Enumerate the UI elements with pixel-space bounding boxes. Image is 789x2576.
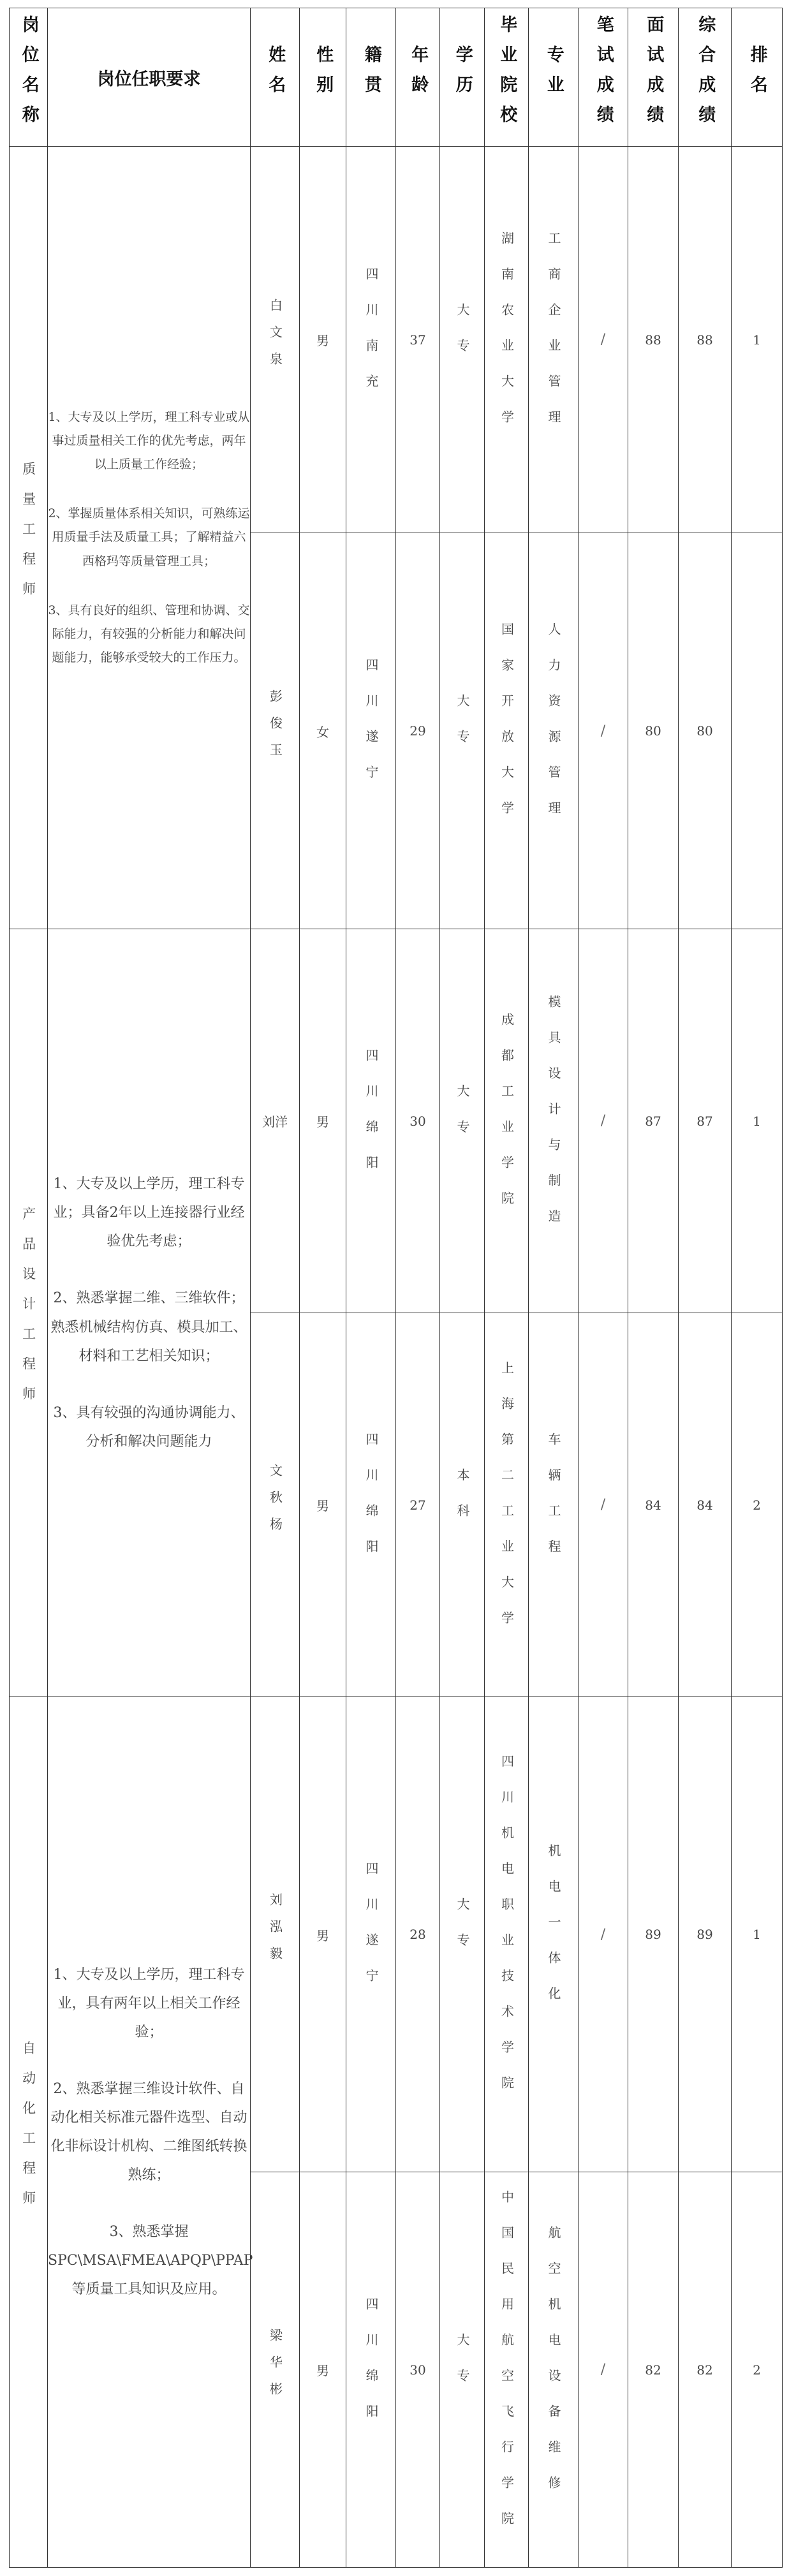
candidate-gender: 男	[300, 147, 346, 533]
candidate-school: 上海第二工业大学	[485, 1313, 529, 1697]
candidate-total-score: 89	[679, 1697, 732, 2172]
candidate-name: 文秋杨	[251, 1313, 300, 1697]
candidate-name: 白文泉	[251, 147, 300, 533]
requirement-item: 2、熟悉掌握三维设计软件、自动化相关标准元器件选型、自动化非标设计机构、二维图纸转换熟练；	[50, 2080, 247, 2184]
position-cell: 质量工程师	[10, 147, 48, 929]
recruitment-results-table	[9, 8, 783, 2568]
header-name: 姓名	[251, 8, 300, 147]
header-education: 学历	[440, 8, 485, 147]
candidate-education: 本科	[440, 1313, 485, 1697]
candidate-name: 刘洋	[251, 929, 300, 1313]
candidate-gender: 女	[300, 533, 346, 929]
candidate-written-score: /	[579, 1697, 628, 2172]
header-interview: 面试成绩	[628, 8, 679, 147]
candidate-gender: 男	[300, 929, 346, 1313]
requirement-item: 1、大专及以上学历，理工科专业或从事过质量相关工作的优先考虑，两年以上质量工作经验；	[48, 410, 250, 472]
requirement-item: 1、大专及以上学历，理工科专业；具备2年以上连接器行业经验优先考虑；	[53, 1176, 245, 1250]
candidate-school: 成都工业学院	[485, 929, 529, 1313]
requirement-item: 3、具有良好的组织、管理和协调、交际能力，有较强的分析能力和解决问题能力，能够承受较大的工作压力。	[48, 603, 250, 665]
candidate-name: 彭俊玉	[251, 533, 300, 929]
candidate-rank: 2	[732, 2172, 783, 2568]
candidate-education: 大专	[440, 929, 485, 1313]
requirement-item: 2、熟悉掌握二维、三维软件；熟悉机械结构仿真、模具加工、材料和工艺相关知识；	[50, 1290, 247, 1364]
candidate-written-score: /	[579, 929, 628, 1313]
header-requirements: 岗位任职要求	[48, 8, 251, 147]
candidate-origin: 四川绵阳	[346, 2172, 396, 2568]
candidate-total-score: 87	[679, 929, 732, 1313]
candidate-name: 刘泓毅	[251, 1697, 300, 2172]
candidate-rank: 2	[732, 1313, 783, 1697]
header-major: 专业	[529, 8, 579, 147]
candidate-rank: 1	[732, 147, 783, 533]
position-cell: 自动化工程师	[10, 1697, 48, 2568]
candidate-school: 中国民用航空飞行学院	[485, 2172, 529, 2568]
candidate-interview-score: 88	[628, 147, 679, 533]
table-row	[10, 147, 783, 533]
candidate-rank: 1	[732, 1697, 783, 2172]
candidate-written-score: /	[579, 147, 628, 533]
candidate-origin: 四川遂宁	[346, 533, 396, 929]
candidate-rank	[732, 533, 783, 929]
candidate-gender: 男	[300, 1697, 346, 2172]
candidate-interview-score: 89	[628, 1697, 679, 2172]
candidate-major: 人力资源管理	[529, 533, 579, 929]
candidate-education: 大专	[440, 533, 485, 929]
header-total: 综合成绩	[679, 8, 732, 147]
requirements-cell	[48, 929, 251, 1697]
candidate-age: 30	[396, 929, 440, 1313]
candidate-name: 梁华彬	[251, 2172, 300, 2568]
requirement-item: 2、掌握质量体系相关知识，可熟练运用质量手法及质量工具；了解精益六西格玛等质量管理工具；	[48, 506, 250, 568]
candidate-total-score: 80	[679, 533, 732, 929]
candidate-age: 28	[396, 1697, 440, 2172]
candidate-major: 模具设计与制造	[529, 929, 579, 1313]
header-origin: 籍贯	[346, 8, 396, 147]
header-school: 毕业院校	[485, 8, 529, 147]
header-row	[10, 8, 783, 147]
header-rank: 排名	[732, 8, 783, 147]
candidate-gender: 男	[300, 1313, 346, 1697]
candidate-interview-score: 82	[628, 2172, 679, 2568]
requirements-cell	[48, 147, 251, 929]
header-written: 笔试成绩	[579, 8, 628, 147]
candidate-gender: 男	[300, 2172, 346, 2568]
candidate-school: 国家开放大学	[485, 533, 529, 929]
candidate-school: 湖南农业大学	[485, 147, 529, 533]
requirements-cell	[48, 1697, 251, 2568]
candidate-written-score: /	[579, 2172, 628, 2568]
candidate-major: 工商企业管理	[529, 147, 579, 533]
candidate-age: 37	[396, 147, 440, 533]
candidate-total-score: 84	[679, 1313, 732, 1697]
candidate-school: 四川机电职业技术学院	[485, 1697, 529, 2172]
header-position: 岗位名称	[10, 8, 48, 147]
candidate-age: 27	[396, 1313, 440, 1697]
candidate-written-score: /	[579, 533, 628, 929]
table-row	[10, 1697, 783, 2172]
candidate-rank: 1	[732, 929, 783, 1313]
candidate-age: 29	[396, 533, 440, 929]
candidate-major: 航空机电设备维修	[529, 2172, 579, 2568]
candidate-education: 大专	[440, 2172, 485, 2568]
candidate-total-score: 82	[679, 2172, 732, 2568]
candidate-written-score: /	[579, 1313, 628, 1697]
candidate-total-score: 88	[679, 147, 732, 533]
candidate-interview-score: 80	[628, 533, 679, 929]
candidate-education: 大专	[440, 147, 485, 533]
candidate-major: 车辆工程	[529, 1313, 579, 1697]
candidate-education: 大专	[440, 1697, 485, 2172]
candidate-origin: 四川南充	[346, 147, 396, 533]
position-cell: 产品设计工程师	[10, 929, 48, 1697]
requirement-item: 1、大专及以上学历，理工科专业，具有两年以上相关工作经验；	[53, 1966, 245, 2040]
requirement-item: 3、熟悉掌握SPC\MSA\FMEA\APQP\PPAP等质量工具知识及应用。	[48, 2224, 253, 2298]
candidate-age: 30	[396, 2172, 440, 2568]
candidate-major: 机电一体化	[529, 1697, 579, 2172]
candidate-origin: 四川绵阳	[346, 1313, 396, 1697]
requirement-item: 3、具有较强的沟通协调能力、分析和解决问题能力	[53, 1404, 245, 1450]
candidate-origin: 四川绵阳	[346, 929, 396, 1313]
candidate-origin: 四川遂宁	[346, 1697, 396, 2172]
candidate-interview-score: 87	[628, 929, 679, 1313]
header-age: 年龄	[396, 8, 440, 147]
table-row	[10, 929, 783, 1313]
header-gender: 性别	[300, 8, 346, 147]
candidate-interview-score: 84	[628, 1313, 679, 1697]
